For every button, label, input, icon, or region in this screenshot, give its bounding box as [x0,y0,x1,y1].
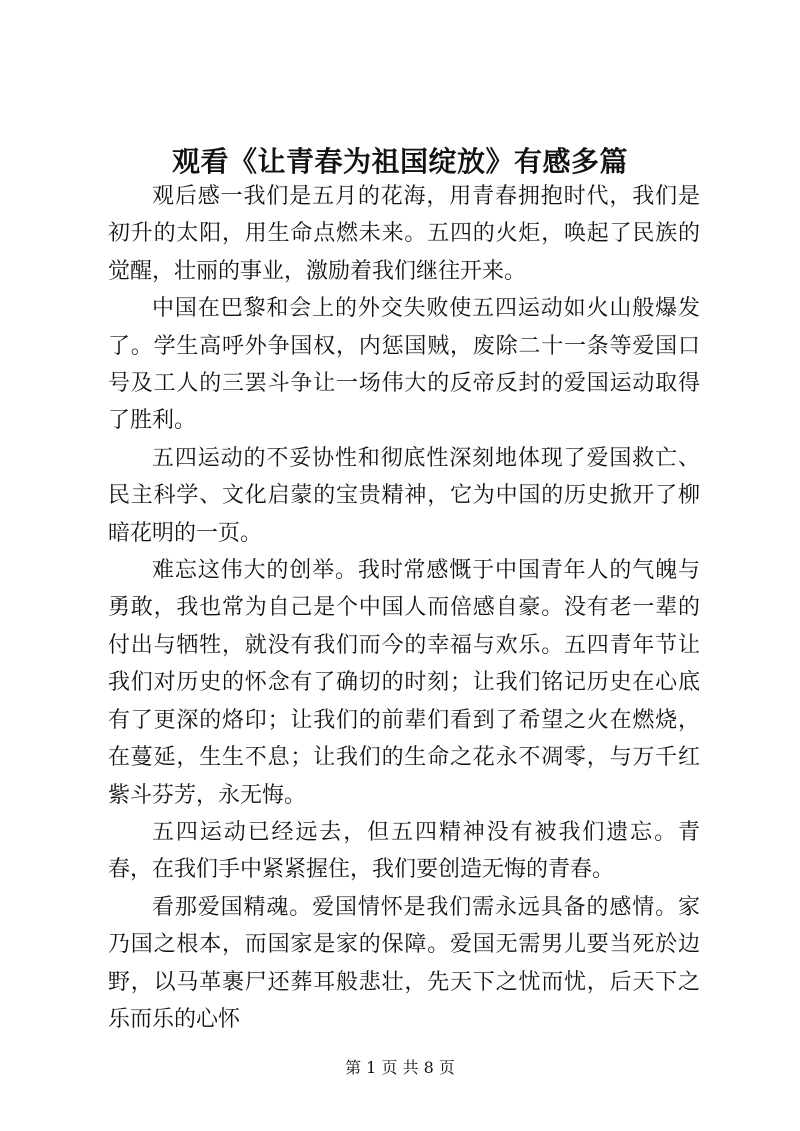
paragraph: 中国在巴黎和会上的外交失败使五四运动如火山般爆发了。学生高呼外争国权，内惩国贼，废除二十一条等爱国口号及工人的三罢斗争让一场伟大的反帝反封的爱国运动取得了胜利。 [108,296,700,434]
paragraph: 五四运动的不妥协性和彻底性深刻地体现了爱国救亡、民主科学、文化启蒙的宝贵精神，它为中国的历史掀开了柳暗花明的一页。 [108,445,700,546]
paragraph: 难忘这伟大的创举。我时常感慨于中国青年人的气魄与勇敢，我也常为自己是个中国人而倍感自豪。没有老一辈的付出与牺牲，就没有我们而今的幸福与欢乐。五四青年节让我们对历史的怀念有了确切的时刻；让我们铭记历史在心底有了更深的烙印；让我们的前辈们看到了希望之火在燃烧，在蔓延，生生不息；让我们的生命之花永不凋零，与万千红紫斗芬芳，永无悔。 [108,558,700,808]
paragraph: 观后感一我们是五月的花海，用青春拥抱时代，我们是初升的太阳，用生命点燃未来。五四的火炬，唤起了民族的觉醒，壮丽的事业，激励着我们继往开来。 [108,184,700,284]
document-body [108,178,700,1038]
paragraph: 五四运动已经远去，但五四精神没有被我们遗忘。青春，在我们手中紧紧握住，我们要创造无悔的青春。 [108,819,700,883]
page-footer: 第 1 页 共 8 页 [345,1058,455,1077]
document-title: 观看《让青春为祖国绽放》有感多篇 [171,145,628,178]
paragraph: 看那爱国精魂。爱国情怀是我们需永远具备的感情。家乃国之根本，而国家是家的保障。爱国无需男儿要当死於边野，以马革裹尸还葬耳般悲壮，先天下之忧而忧，后天下之乐而乐的心怀 [108,894,700,1032]
